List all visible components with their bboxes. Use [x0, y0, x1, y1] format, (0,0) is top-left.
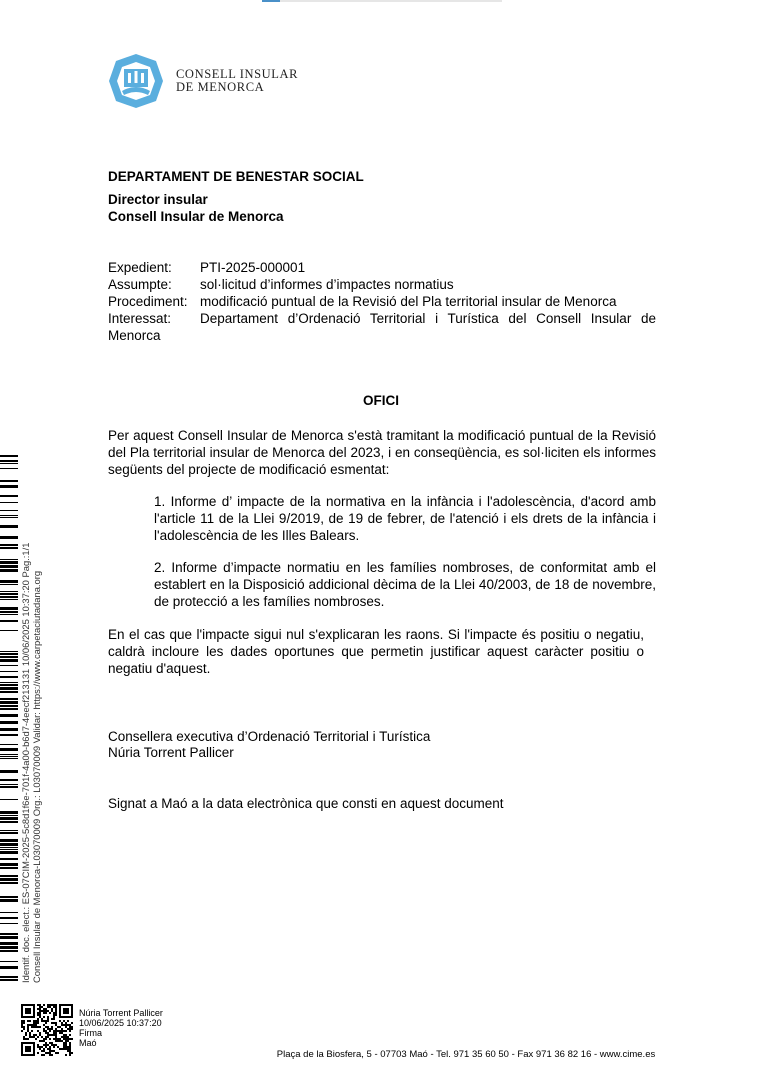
esig-name: Núria Torrent Pallicer [79, 1008, 163, 1018]
case-metadata [108, 259, 656, 344]
org-logo [108, 53, 308, 109]
signatory-name: Núria Torrent Pallicer [108, 745, 234, 760]
side-text-line1: Identif. doc. elect.: ES-07CIM-2025-5c8d1f6e-701f-4a00-b6d7-4eecf213131 10/06/2025 10:37:20 Pag.:1/1 [20, 542, 31, 983]
consell-seal-icon [108, 53, 164, 109]
meta-label: Procediment: [108, 294, 188, 309]
meta-value: Departament d’Ordenació Territorial i Turística del Consell Insular de [200, 311, 656, 326]
meta-value: sol·licitud d’informes d’impactes normatius [200, 277, 454, 292]
meta-value-continuation: Menorca [108, 328, 161, 343]
org-name-line2: DE MENORCA [176, 80, 265, 94]
top-edge-accent [262, 0, 280, 2]
department-heading: DEPARTAMENT DE BENESTAR SOCIAL [108, 169, 364, 184]
meta-label: Interessat: [108, 311, 172, 326]
recipient-line1: Director insular [108, 192, 208, 207]
esignature-stamp [79, 1008, 163, 1048]
side-barcode [0, 455, 18, 983]
esig-type: Firma [79, 1028, 102, 1038]
meta-label: Assumpte: [108, 277, 172, 292]
meta-row-assumpte [108, 276, 656, 293]
meta-row-procediment [108, 293, 656, 310]
meta-value: modificació puntual de la Revisió del Pla territorial insular de Menorca [200, 294, 617, 309]
top-edge-bar [262, 0, 502, 2]
org-name-line1: CONSELL INSULAR [176, 67, 299, 81]
meta-row-expedient [108, 259, 656, 276]
meta-value: PTI-2025-000001 [200, 260, 306, 275]
org-wordmark [176, 68, 316, 94]
side-verification-text [20, 463, 42, 983]
signed-note: Signat a Maó a la data electrònica que consti en aquest document [108, 796, 504, 811]
esig-datetime: 10/06/2025 10:37:20 [79, 1018, 162, 1028]
meta-row-interessat [108, 310, 656, 327]
side-text-line2: Consell Insular de Menorca-L03070009 Org.: L03070009 Validar: https://www.carpetaciutadana.org [31, 570, 42, 983]
intro-paragraph: Per aquest Consell Insular de Menorca s'està tramitant la modificació puntual de la Revisió del Pla territorial insular de Menorca del 2023, i en conseqüència, es sol·liciten els informes següents del projecte de modificació esmentat: [108, 428, 656, 477]
document-title: OFICI [363, 393, 399, 408]
meta-label: Expedient: [108, 260, 172, 275]
closing-paragraph: En el cas que l'impacte sigui nul s'explicaran les raons. Si l'impacte és positiu o negatiu, caldrà incloure les dades oportunes que permetin justificar aquest caràcter positiu o negatiu d'aquest. [108, 627, 644, 676]
footer-contact: Plaça de la Biosfera, 5 - 07703 Maó - Tel. 971 35 60 50 - Fax 971 36 82 16 - www.cime.es [276, 1049, 656, 1060]
signatory-role: Consellera executiva d’Ordenació Territorial i Turística [108, 729, 431, 744]
request-item-1: 1. Informe d’ impacte de la normativa en la infància i l'adolescència, d'acord amb l'article 11 de la Llei 9/2019, de 19 de febrer, de l'atenció i els drets de la infància i l'adolescència de les Illes Balears. [154, 494, 656, 543]
recipient-line2: Consell Insular de Menorca [108, 209, 284, 224]
esig-place: Maó [79, 1038, 97, 1048]
request-item-2: 2. Informe d’impacte normatiu en les famílies nombroses, de conformitat amb el establert en la Disposició addicional dècima de la Llei 40/2003, de 18 de novembre, de protecció a les famílies nombroses. [154, 560, 656, 609]
